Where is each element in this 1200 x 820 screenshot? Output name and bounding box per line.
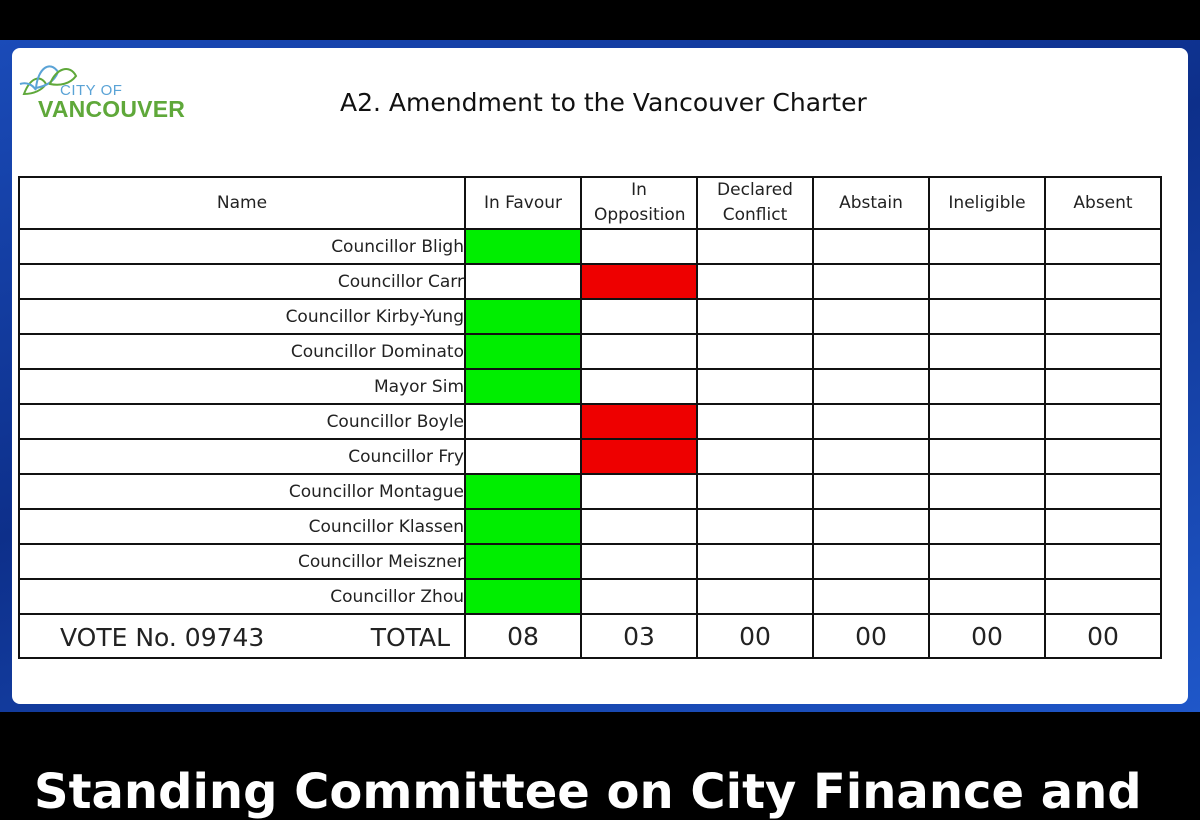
- vote-cell-abstain: [813, 334, 929, 369]
- header-row: [19, 177, 1161, 229]
- total-conflict: 00: [697, 614, 813, 658]
- col-opposition-label: In Opposition: [594, 180, 686, 225]
- vote-cell-absent: [1045, 474, 1161, 509]
- vote-cell-ineligible: [929, 334, 1045, 369]
- total-ineligible: 00: [929, 614, 1045, 658]
- vote-cell-favour: [465, 369, 581, 404]
- vote-cell-opposition: [581, 299, 697, 334]
- vote-cell-abstain: [813, 229, 929, 264]
- total-favour: 08: [465, 614, 581, 658]
- vote-cell-favour: [465, 579, 581, 614]
- vote-cell-favour: [465, 404, 581, 439]
- vote-cell-favour: [465, 334, 581, 369]
- vote-table: [18, 176, 1162, 659]
- col-ineligible-header: Ineligible: [929, 177, 1045, 229]
- total-absent: 00: [1045, 614, 1161, 658]
- vote-cell-conflict: [697, 404, 813, 439]
- vote-cell-abstain: [813, 579, 929, 614]
- vote-cell-absent: [1045, 544, 1161, 579]
- vote-cell-ineligible: [929, 369, 1045, 404]
- vote-cell-opposition: [581, 509, 697, 544]
- vote-cell-conflict: [697, 369, 813, 404]
- col-conflict-label: Declared Conflict: [717, 180, 793, 225]
- vote-cell-favour: [465, 229, 581, 264]
- councillor-name: Councillor Kirby-Yung: [19, 299, 465, 334]
- vote-cell-conflict: [697, 509, 813, 544]
- logo-city-of: CITY OF: [60, 82, 123, 99]
- vote-cell-conflict: [697, 474, 813, 509]
- page-title: A2. Amendment to the Vancouver Charter: [340, 88, 867, 117]
- vote-cell-conflict: [697, 299, 813, 334]
- vote-cell-ineligible: [929, 544, 1045, 579]
- councillor-name: Councillor Fry: [19, 439, 465, 474]
- col-opposition-header: [581, 177, 697, 229]
- vote-cell-opposition: [581, 404, 697, 439]
- table-row: [19, 404, 1161, 439]
- vote-cell-conflict: [697, 264, 813, 299]
- vote-cell-ineligible: [929, 579, 1045, 614]
- vote-cell-opposition: [581, 369, 697, 404]
- vote-cell-ineligible: [929, 509, 1045, 544]
- vote-cell-conflict: [697, 439, 813, 474]
- vote-cell-favour: [465, 474, 581, 509]
- vote-cell-abstain: [813, 509, 929, 544]
- col-abstain-header: Abstain: [813, 177, 929, 229]
- councillor-name: Councillor Klassen: [19, 509, 465, 544]
- vote-cell-conflict: [697, 579, 813, 614]
- vote-cell-absent: [1045, 369, 1161, 404]
- col-favour-header: In Favour: [465, 177, 581, 229]
- vote-cell-conflict: [697, 544, 813, 579]
- vote-cell-opposition: [581, 334, 697, 369]
- table-row: [19, 474, 1161, 509]
- vote-cell-abstain: [813, 264, 929, 299]
- vote-number: VOTE No. 09743: [60, 623, 265, 652]
- vote-cell-abstain: [813, 439, 929, 474]
- councillor-name: Councillor Meiszner: [19, 544, 465, 579]
- vote-cell-absent: [1045, 439, 1161, 474]
- ticker-caption: Standing Committee on City Finance and: [34, 764, 1142, 820]
- councillor-name: Councillor Carr: [19, 264, 465, 299]
- vote-cell-absent: [1045, 579, 1161, 614]
- table-row: [19, 299, 1161, 334]
- totals-row: [19, 614, 1161, 658]
- councillor-name: Councillor Bligh: [19, 229, 465, 264]
- total-label: TOTAL: [370, 623, 450, 652]
- vote-cell-favour: [465, 509, 581, 544]
- vote-cell-ineligible: [929, 439, 1045, 474]
- table-row: [19, 579, 1161, 614]
- vote-cell-absent: [1045, 334, 1161, 369]
- councillor-name: Councillor Zhou: [19, 579, 465, 614]
- vote-cell-ineligible: [929, 264, 1045, 299]
- councillor-name: Councillor Dominato: [19, 334, 465, 369]
- vote-cell-absent: [1045, 509, 1161, 544]
- top-black-bar: [0, 0, 1200, 40]
- vote-cell-favour: [465, 544, 581, 579]
- councillor-name: Councillor Montague: [19, 474, 465, 509]
- vote-cell-favour: [465, 299, 581, 334]
- vote-cell-ineligible: [929, 229, 1045, 264]
- vote-cell-ineligible: [929, 404, 1045, 439]
- table-row: [19, 439, 1161, 474]
- vote-cell-opposition: [581, 439, 697, 474]
- vote-cell-abstain: [813, 474, 929, 509]
- total-abstain: 00: [813, 614, 929, 658]
- vote-cell-opposition: [581, 544, 697, 579]
- vote-cell-opposition: [581, 229, 697, 264]
- councillor-name: Councillor Boyle: [19, 404, 465, 439]
- col-name-header: Name: [19, 177, 465, 229]
- logo-vancouver: VANCOUVER: [38, 96, 186, 122]
- totals-label-cell: [19, 614, 465, 658]
- vote-cell-favour: [465, 264, 581, 299]
- vote-cell-absent: [1045, 299, 1161, 334]
- vote-cell-abstain: [813, 544, 929, 579]
- vote-cell-absent: [1045, 229, 1161, 264]
- vote-cell-conflict: [697, 334, 813, 369]
- vote-rows: [19, 229, 1161, 614]
- vote-cell-conflict: [697, 229, 813, 264]
- vote-cell-absent: [1045, 264, 1161, 299]
- table-row: [19, 264, 1161, 299]
- col-conflict-header: [697, 177, 813, 229]
- vote-cell-absent: [1045, 404, 1161, 439]
- table-row: [19, 334, 1161, 369]
- vote-cell-favour: [465, 439, 581, 474]
- vote-cell-opposition: [581, 579, 697, 614]
- councillor-name: Mayor Sim: [19, 369, 465, 404]
- vote-cell-opposition: [581, 264, 697, 299]
- table-row: [19, 229, 1161, 264]
- table-row: [19, 369, 1161, 404]
- vote-cell-abstain: [813, 299, 929, 334]
- total-opposition: 03: [581, 614, 697, 658]
- table-row: [19, 509, 1161, 544]
- vote-cell-abstain: [813, 404, 929, 439]
- vote-cell-ineligible: [929, 299, 1045, 334]
- col-absent-header: Absent: [1045, 177, 1161, 229]
- vote-cell-ineligible: [929, 474, 1045, 509]
- vote-cell-abstain: [813, 369, 929, 404]
- table-row: [19, 544, 1161, 579]
- vote-cell-opposition: [581, 474, 697, 509]
